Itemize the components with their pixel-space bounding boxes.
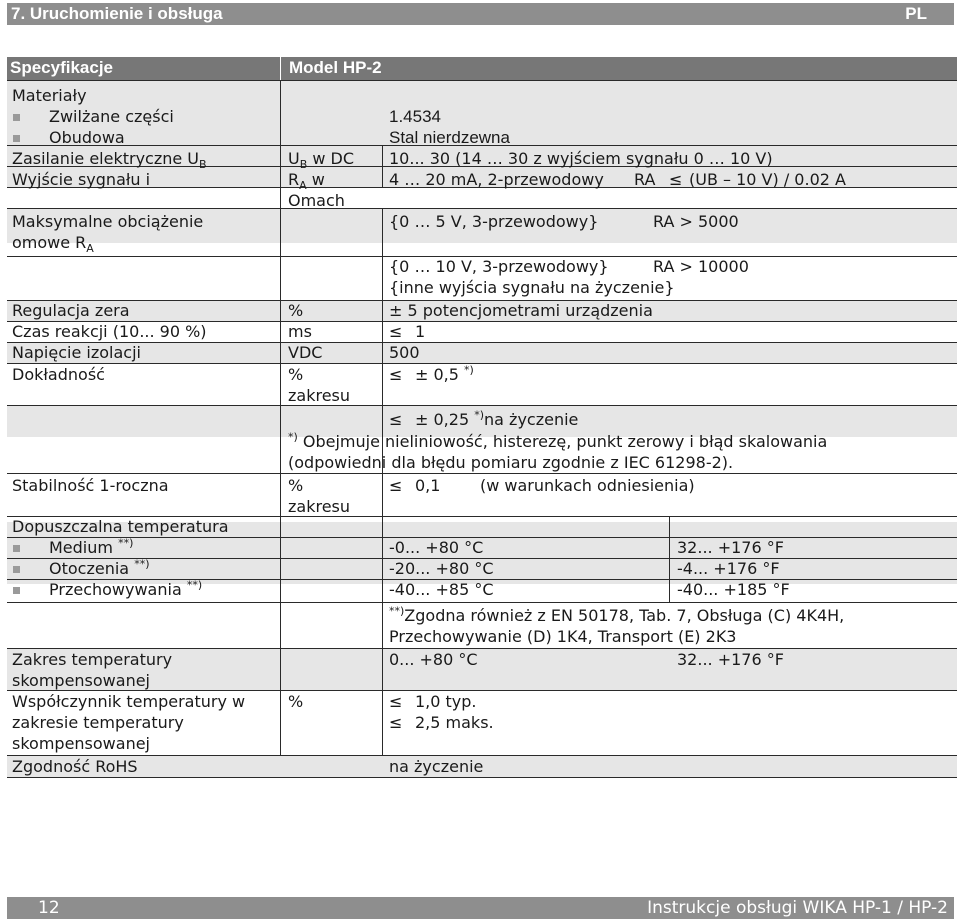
accuracy-value: ± 0,5 *): [415, 363, 474, 384]
max-load-label-2: omowe $R_A$: [12, 233, 94, 256]
ambient-fahrenheit: -4... +176 °F: [677, 559, 780, 578]
accuracy-unit-2: zakresu: [288, 386, 351, 405]
le-symbol: ≤: [389, 692, 403, 711]
stability-value-2: (w warunkach odniesienia): [480, 476, 695, 495]
power-supply-unit: $U_B$ w DC: [288, 149, 355, 172]
bullet-icon: [13, 135, 20, 142]
max-load-label: Maksymalne obciążenie: [12, 212, 204, 231]
accuracy-footnote-2: (odpowiedni dla błędu pomiaru zgodnie z IEC 61298-2).: [288, 453, 734, 472]
compensated-fahrenheit: 32... +176 °F: [677, 650, 784, 669]
col-rule: [382, 208, 383, 755]
temperature-footnote-2: Przechowywanie (D) 1K4, Transport (E) 2K3: [389, 627, 737, 646]
stability-label: Stabilność 1-roczna: [12, 476, 169, 495]
response-time-unit: ms: [288, 322, 312, 341]
signal-output-formula: (UB – 10 V) / 0.02 A: [689, 170, 846, 189]
coefficient-label-1: Współczynnik temperatury w: [12, 692, 246, 711]
rule: [7, 80, 957, 81]
rule: [7, 405, 957, 406]
le-symbol: ≤: [389, 365, 403, 384]
medium-fahrenheit: 32... +176 °F: [677, 538, 784, 557]
rule: [7, 363, 957, 364]
rule: [7, 473, 957, 474]
response-time-value: 1: [415, 322, 426, 341]
section-header: [7, 3, 954, 25]
wetted-parts-label: Zwilżane części: [49, 107, 174, 126]
compensated-range-label-2: skompensowanej: [12, 671, 150, 690]
max-load-value-2: {0 … 10 V, 3-przewodowy}: [389, 257, 609, 276]
rohs-label: Zgodność RoHS: [12, 757, 138, 776]
max-load-ra-2: RA > 10000: [653, 257, 749, 276]
col-specs-header: Specyfikacje: [10, 58, 114, 77]
wetted-parts-value: 1.4534: [389, 107, 441, 126]
signal-output-ra: RA: [634, 170, 656, 189]
accuracy-label: Dokładność: [12, 365, 105, 384]
max-load-value-1: {0 … 5 V, 3-przewodowy}: [389, 212, 599, 231]
stability-unit-2: zakresu: [288, 497, 351, 516]
isolation-voltage-value: 500: [389, 343, 420, 362]
temperature-label: Dopuszczalna temperatura: [12, 517, 229, 536]
language-badge: PL: [905, 4, 927, 23]
ambient-celsius: -20... +80 °C: [389, 559, 494, 578]
rule: [7, 208, 957, 209]
housing-label: Obudowa: [49, 128, 125, 147]
storage-fahrenheit: -40... +185 °F: [677, 580, 790, 599]
col-model-header: Model HP-2: [289, 58, 382, 77]
coefficient-value-2: 2,5 maks.: [415, 713, 494, 732]
section-title: 7. Uruchomienie i obsługa: [11, 4, 223, 23]
bullet-icon: [13, 114, 20, 121]
storage-label: Przechowywania **): [49, 578, 203, 599]
zero-adjust-value: ± 5 potencjometrami urządzenia: [389, 301, 653, 320]
le-symbol: ≤: [669, 170, 683, 189]
spec-table: [7, 57, 957, 777]
accuracy-option: ± 0,25 *)na życzenie: [415, 408, 579, 429]
zero-adjust-unit: %: [288, 301, 304, 320]
le-symbol: ≤: [389, 476, 403, 495]
medium-celsius: -0... +80 °C: [389, 538, 484, 557]
page-number: 12: [38, 898, 60, 918]
col-rule: [382, 145, 383, 187]
le-symbol: ≤: [389, 322, 403, 341]
materials-label: Materiały: [12, 86, 87, 105]
coefficient-label-3: skompensowanej: [12, 734, 150, 753]
rule: [7, 602, 957, 603]
stability-value: 0,1: [415, 476, 441, 495]
page-footer: [7, 897, 954, 919]
storage-celsius: -40... +85 °C: [389, 580, 494, 599]
response-time-label: Czas reakcji (10... 90 %): [12, 322, 207, 341]
le-symbol: ≤: [389, 713, 403, 732]
coefficient-unit: %: [288, 692, 304, 711]
isolation-voltage-label: Napięcie izolacji: [12, 343, 141, 362]
rule: [7, 777, 957, 778]
row-bg-iso: [7, 342, 957, 363]
stability-unit: %: [288, 476, 304, 495]
bullet-icon: [13, 566, 20, 573]
zero-adjust-label: Regulacja zera: [12, 301, 130, 320]
max-load-ra-1: RA > 5000: [653, 212, 739, 231]
signal-output-unit-2: Omach: [288, 191, 345, 210]
ambient-label: Otoczenia **): [49, 557, 150, 578]
signal-output-label: Wyjście sygnału i: [12, 170, 151, 189]
isolation-voltage-unit: VDC: [288, 343, 323, 362]
housing-value: Stal nierdzewna: [389, 128, 510, 147]
accuracy-footnote-1: *) Obejmuje nieliniowość, histerezę, punkt zerowy i błąd skalowania: [288, 430, 828, 451]
compensated-celsius: 0... +80 °C: [389, 650, 478, 669]
accuracy-unit: %: [288, 365, 304, 384]
temperature-footnote-1: **)Zgodna również z EN 50178, Tab. 7, Obsługa (C) 4K4H,: [389, 604, 845, 625]
power-supply-value: 10... 30 (14 … 30 z wyjściem sygnału 0 … 10 V): [389, 149, 773, 168]
footer-title: Instrukcje obsługi WIKA HP-1 / HP-2: [647, 898, 948, 918]
compensated-range-label: Zakres temperatury: [12, 650, 173, 669]
signal-output-value: 4 … 20 mA, 2-przewodowy: [389, 170, 604, 189]
signal-output-unit: $R_A$ w: [288, 170, 325, 193]
coefficient-label-2: zakresie temperatury: [12, 713, 184, 732]
col-rule: [669, 516, 670, 602]
col-rule: [280, 80, 281, 755]
max-load-value-3: {inne wyjścia sygnału na życzenie}: [389, 278, 675, 297]
header-divider: [280, 57, 281, 80]
le-symbol: ≤: [389, 410, 403, 429]
bullet-icon: [13, 545, 20, 552]
rohs-value: na życzenie: [389, 757, 484, 776]
bullet-icon: [13, 587, 20, 594]
power-supply-label: Zasilanie elektryczne $U_B$: [12, 149, 207, 172]
spec-table-header: [7, 57, 957, 80]
medium-label: Medium **): [49, 536, 134, 557]
rule: [7, 342, 957, 343]
coefficient-value-1: 1,0 typ.: [415, 692, 477, 711]
